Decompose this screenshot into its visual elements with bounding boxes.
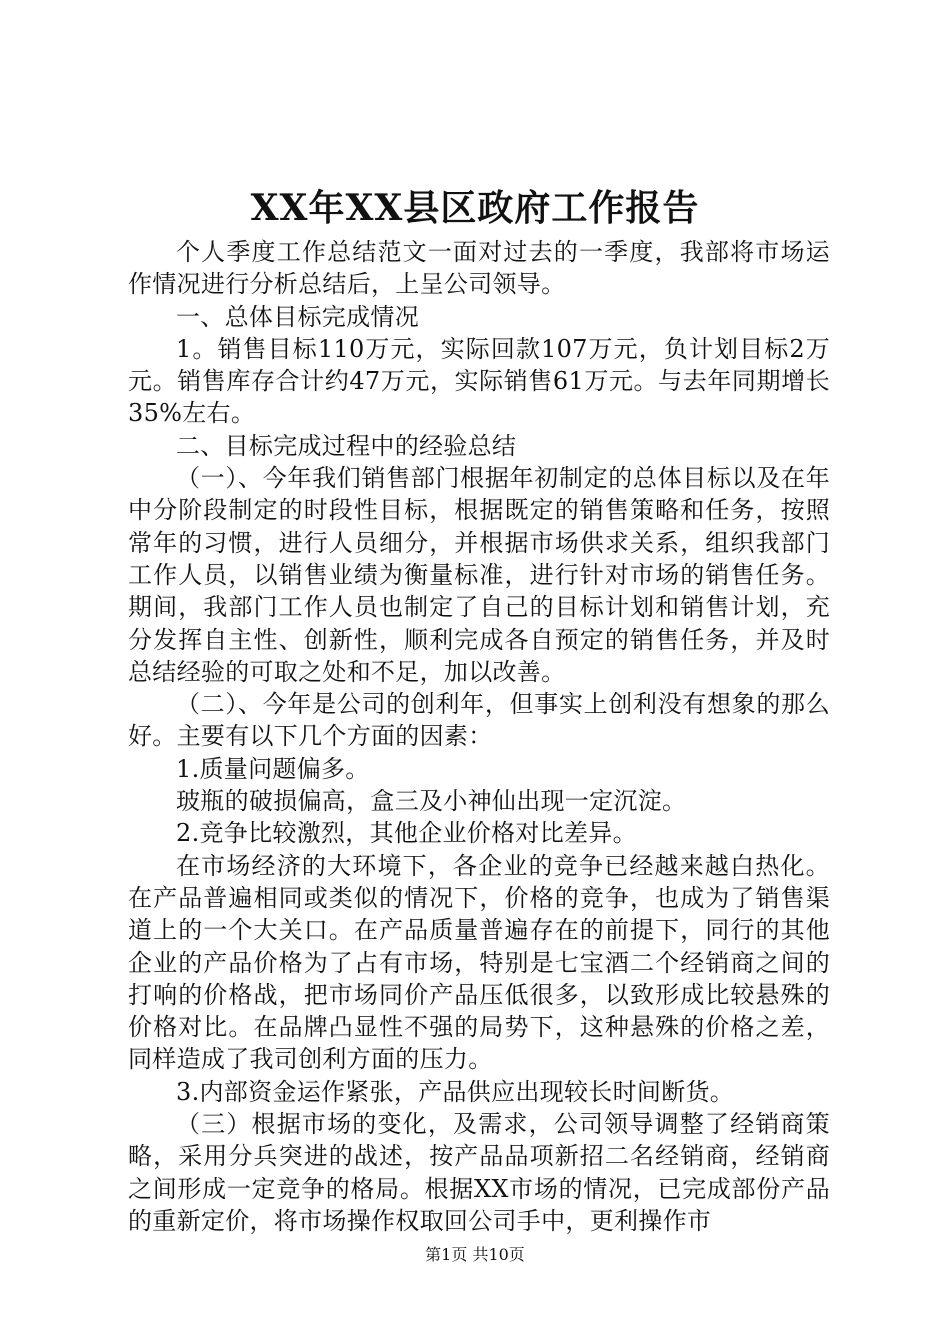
heading-overall-goals: 一、总体目标完成情况 xyxy=(176,302,419,331)
paragraph-quality-detail: 玻瓶的破损偏高，盒三及小神仙出现一定沉淀。 xyxy=(176,787,687,816)
list-item-funding: 3.内部资金运作紧张，产品供应出现较长时间断货。 xyxy=(176,1077,735,1106)
document-body xyxy=(128,236,830,1237)
paragraph-sales-figures: 1。销售目标110万元，实际回款107万元，负计划目标2万元。销售库存合计约47万元，实际销售61万元。与去年同期增长35%左右。 xyxy=(128,334,830,428)
list-item-quality: 1.质量问题偏多。 xyxy=(176,754,370,783)
list-item-competition: 2.竞争比较激烈，其他企业价格对比差异。 xyxy=(176,819,637,848)
page-title: XX年XX县区政府工作报告 xyxy=(250,187,700,229)
heading-experience-summary: 二、目标完成过程中的经验总结 xyxy=(176,431,517,460)
paragraph-intro: 个人季度工作总结范文一面对过去的一季度，我部将市场运作情况进行分析总结后，上呈公司领导。 xyxy=(128,238,830,299)
page-number-footer: 第1页 共10页 xyxy=(425,1245,525,1264)
paragraph-competition-detail: 在市场经济的大环境下，各企业的竞争已经越来越白热化。在产品普遍相同或类似的情况下，价格的竞争，也成为了销售渠道上的一个大关口。在产品质量普遍存在的前提下，同行的其他企业的产品价格为了占有市场，特别是七宝酒二个经销商之间的打响的价格战，把市场同价产品压低很多，以致形成比较悬殊的价格对比。在品牌凸显性不强的局势下，这种悬殊的价格之差，同样造成了我司创利方面的压力。 xyxy=(128,851,830,1074)
paragraph-section-one: （一）、今年我们销售部门根据年初制定的总体目标以及在年中分阶段制定的时段性目标，根据既定的销售策略和任务，按照常年的习惯，进行人员细分，并根据市场供求关系，组织我部门工作人员，以销售业绩为衡量标准，进行针对市场的销售任务。期间，我部门工作人员也制定了自己的目标计划和销售计划，充分发挥自主性、创新性，顺利完成各自预定的销售任务，并及时总结经验的可取之处和不足，加以改善。 xyxy=(128,464,830,686)
paragraph-section-three: （三）根据市场的变化，及需求，公司领导调整了经销商策略，采用分兵突进的战述，按产品品项新招二名经销商，经销商之间形成一定竞争的格局。根据XX市场的情况，已完成部份产品的重新定价，将市场操作权取回公司手中，更利操作市 xyxy=(128,1110,830,1235)
paragraph-section-two: （二）、今年是公司的创利年，但事实上创利没有想象的那么好。主要有以下几个方面的因素： xyxy=(128,690,830,751)
